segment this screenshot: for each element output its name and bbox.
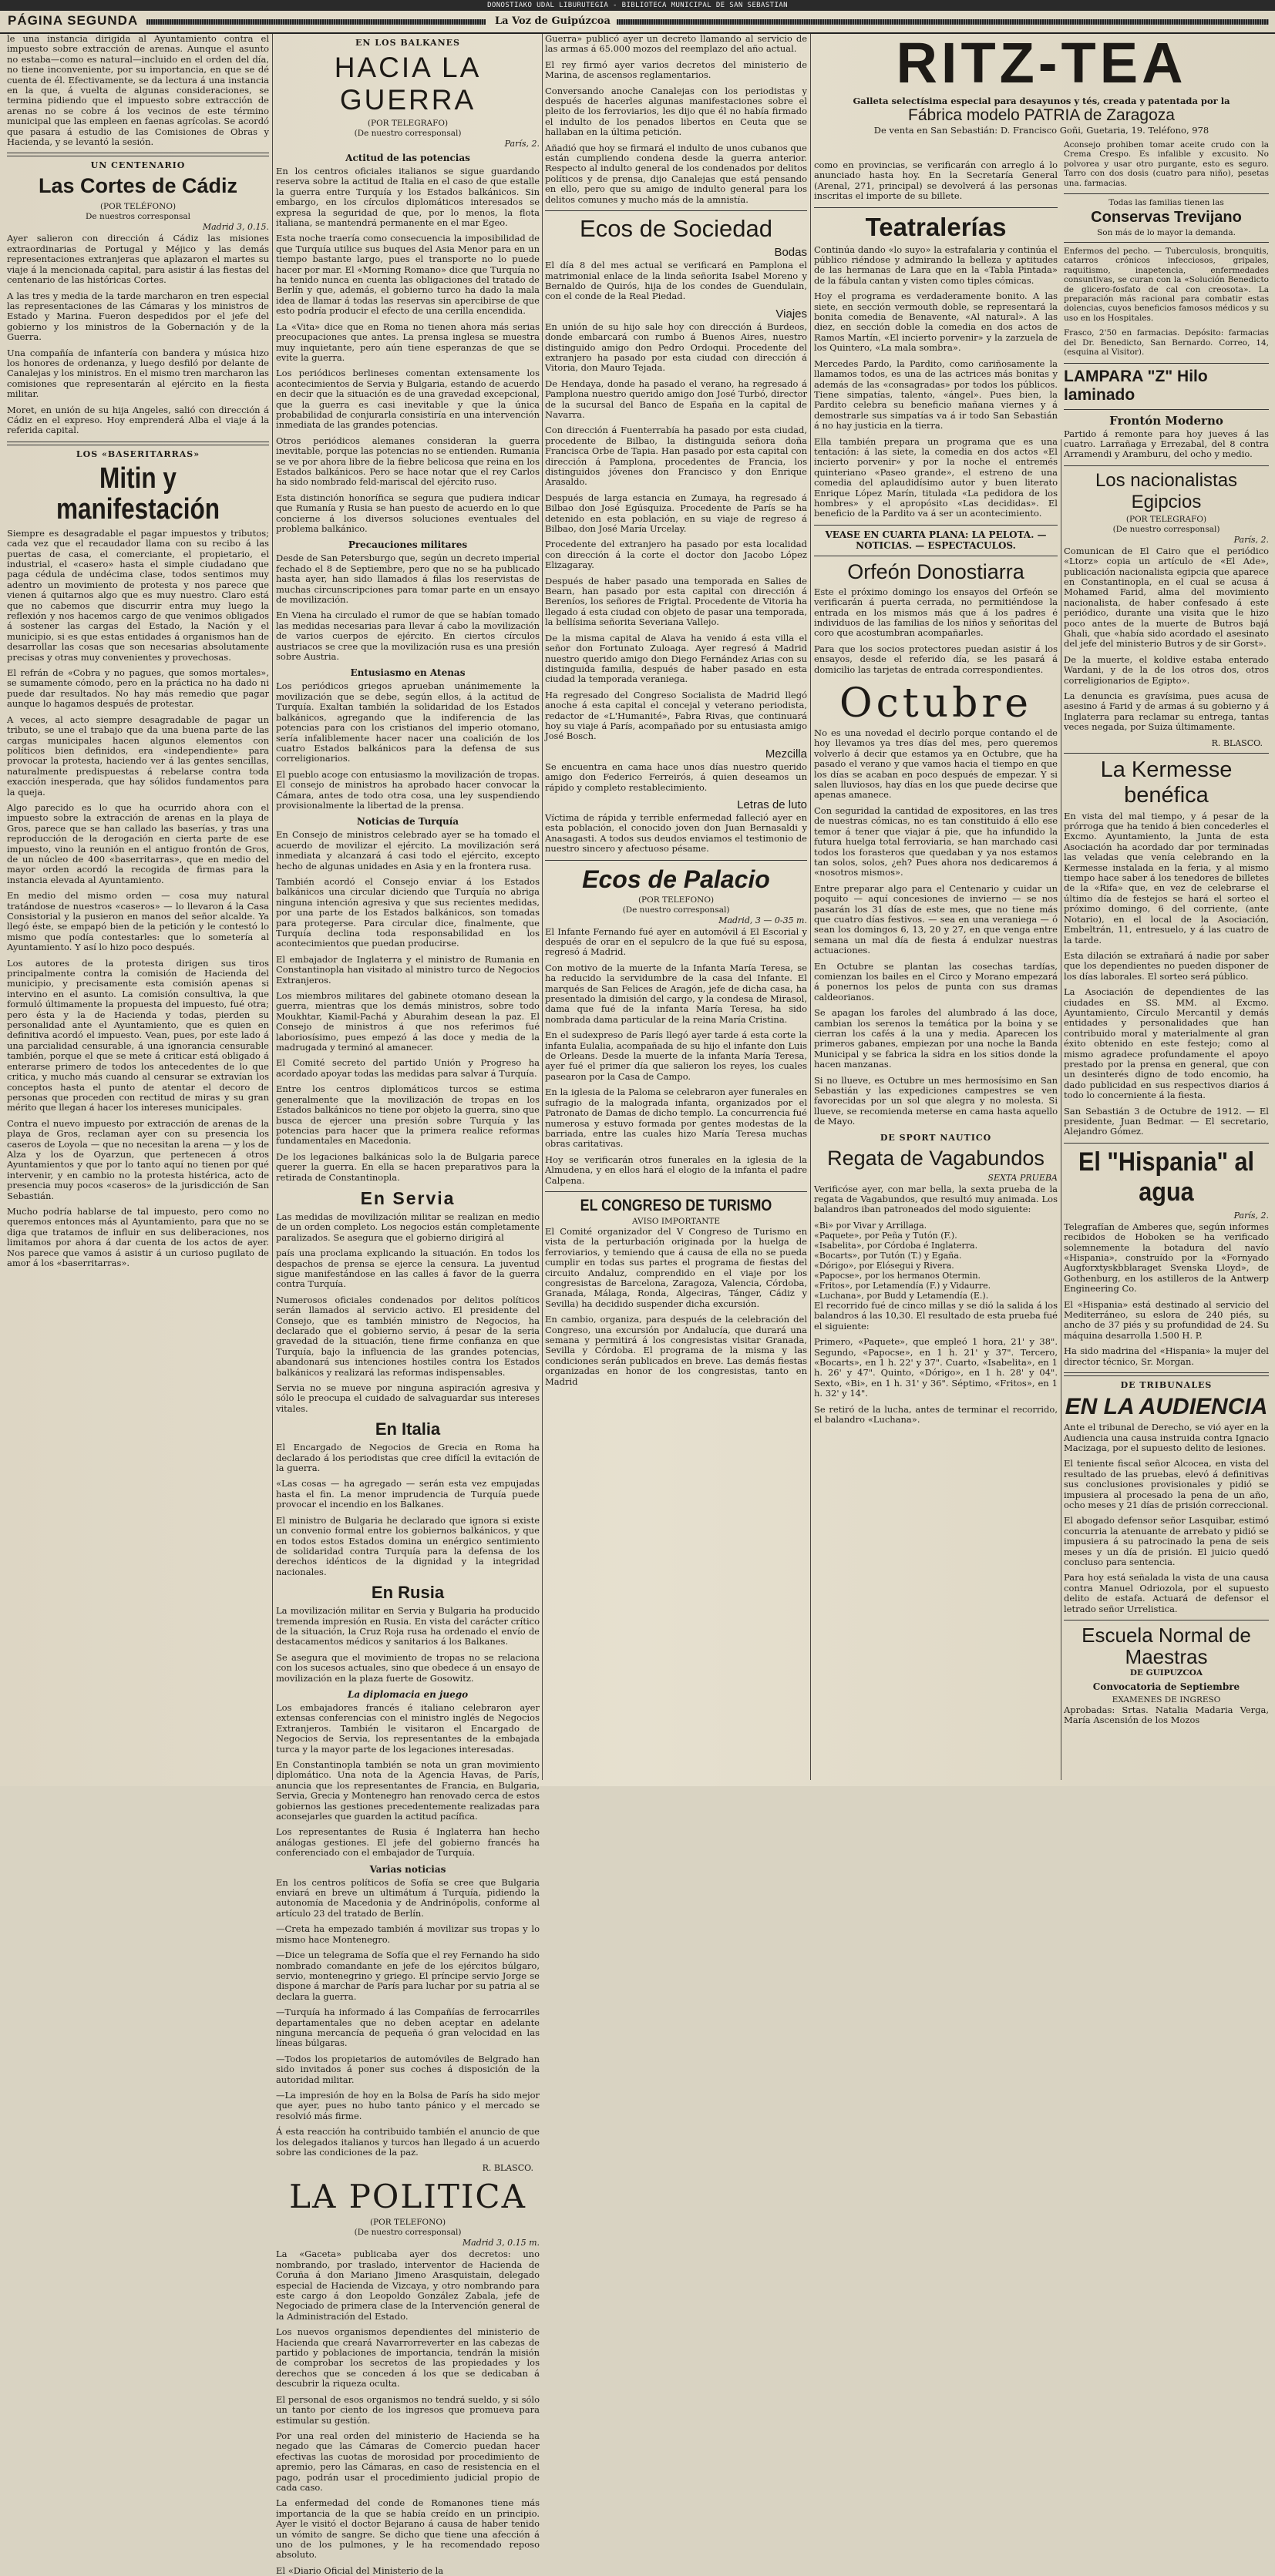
ad-text: Galleta selectísima especial para desayunos y tés, creada y patentada por la (853, 96, 1230, 106)
article-text: En Viena ha circulado el rumor de que se habían tomado las medidas necesarias para llevar á cabo la movilización de varios cuerpos de ejército. En ciertos círculos austriacos se cree que la movilización rusa es una presión sobre Austria. (276, 610, 540, 663)
article-text: Este el próximo domingo los ensayos del Orfeón se verificarán á puerta cerrada, no permitiéndose la entrada en los mismos más que á los padres é individuos de las familias de los niños y señoritas del coro que acostumbran acompañarles. (814, 586, 1058, 639)
column-5 (1064, 140, 1269, 1782)
article-text: El «Diario Oficial del Ministerio de la (276, 2564, 444, 2576)
article-text: como en provincias, se verificarán con arreglo á lo anunciado hasta hoy. En la Secretaría General (Arenal, 271, principal) se devolverá á las personas inscritas el importe de su billete. (814, 160, 1058, 202)
article-text: Esta dilación se extrañará á nadie por saber que los dependientes no pueden disponer de los días laborales. El sorteo será público. (1064, 949, 1269, 982)
dateline: Madrid 3, 0.15. (202, 222, 269, 233)
dateline: París, 2. (1233, 534, 1269, 545)
article-text: A las tres y media de la tarde marcharon en tren especial las representaciones de las Cámaras y los ministros de Estado y Marina. Fueron despedidos por el jefe del gobierno y los ministros de la Gobernación y de la Guerra. (7, 290, 269, 343)
signature: R. BLASCO. (482, 2163, 533, 2174)
headline-escuela-normal: Escuela Normal de Maestras (1082, 1624, 1251, 1668)
ad-text: Todas las familias tienen las (1108, 198, 1224, 208)
article-text: Esta noche traería como consecuencia la imposibilidad de que Turquía utilice sus buques del Asia Menor para en un tiempo bastante largo, pues el transporte no lo puede hacer por mar. El «Morning Romano» dice que Turquía no ha tenido nunca en cuenta las obligaciones del tratado de Berlín y que, además, el gobierno turco ha dado la mala idea de llamar á todas las reservas sin apercibirse de que esto podría producir el efecto de una cerilla encendida. (276, 233, 540, 317)
headline-guerra: HACIA LA GUERRA (334, 52, 482, 116)
article-text: De los legaciones balkánicas solo la de Bulgaria parece querer la guerra. En ella se hacen preparativos para la retirada de Constantinopla. (276, 1150, 540, 1183)
newspaper-name: La Voz de Guipúzcoa (495, 15, 611, 27)
dateline: París, 2. (504, 139, 540, 149)
headline-orfeon: Orfeón Donostiarra (847, 559, 1024, 583)
byline: (POR TELÉFONO) (99, 202, 177, 212)
article-text: El día 8 del mes actual se verificará en Pamplona el matrimonial enlace de la linda señorita Isabel Moreno y Bernaldo de Quirós, hija de los condes de Guendulain, con el conde de la Real Piedad. (545, 260, 807, 302)
article-text: Ha regresado del Congreso Socialista de Madrid llegó anoche á esta capital el concejal y veterano periodista, redactor de «L'Humanité», Fabra Rivas, que continuará hoy su viaje á París, acompañado por su entusiasta amigo José Bosch. (545, 689, 807, 742)
article-text: El abogado defensor señor Lasquibar, estimó concurria la atenuante de arrebato y pidió se impusiera á su patrocinado la pena de seis meses y un día de prisión. El juicio quedó concluso para sentencia. (1064, 1515, 1269, 1567)
article-text: Los periódicos griegos aprueban unánimemente la movilización que se debe, según ellos, á la actitud de Turquía. Exaltan también la solidaridad de los Estados balkánicos, agregando que la indiferencia de las potencias para con los cristianos del imperio otomano, sería infaliblemente hacer nacer una coalición de los cuatro Estados balkánicos para la defensa de sus correligionarios. (276, 680, 540, 764)
section-label: Viajes (775, 307, 807, 321)
article-text: Primero, «Paquete», que empleó 1 hora, 21' y 38". Segundo, «Papocse», en 1 h. 21' y 37". Tercero, «Bocarts», en 1 h. 22' y 37". Cuarto, «Isabelita», en 1 h. 26' y 47". Quinto, «Dórigo», en 1 h. 28' y 04". Sexto, «Bi», en 1 h. 31' y 36". Séptimo, «Fritos», en 1 h. 32' y 14". (814, 1336, 1058, 1399)
subheading: Varias noticias (369, 1863, 446, 1875)
byline: (De nuestro corresponsal) (622, 905, 730, 915)
article-text: La Asociación de dependientes de las ciudades en SS. MM. al Excmo. Ayuntamiento, Círculo Mercantil y demás entidades y personalidades que han contribuido moral y materialmente al gran éxito obtenido en este festejo; como al mismo agradece profundamente el apoyo prestado por la prensa en general, que con un desinterés digno de todo encomio, ha dado publicidad en sus respectivos diarios á todo lo concerniente á la fiesta. (1064, 986, 1269, 1101)
article-text: El teniente fiscal señor Alcocea, en vista del resultado de las pruebas, elevó á definitivas sus conclusiones provisionales y pidió se impusiera al procesado la pena de un año, ocho meses y 21 días de prisión correccional. (1064, 1458, 1269, 1510)
article-text: Esta distinción honorífica se segura que pudiera indicar que Rumanía y Rusia se han puesto de acuerdo en lo que concierne á los diversos soluciones eventuales del problema balkánico. (276, 492, 540, 534)
article-text: En medio del mismo orden — cosa muy natural tratándose de nuestros «caseros» — lo llevaron á la Casa Consistorial y la pusieron en manos del señor alcalde. Ya llegó éste, se empapó bien de la petición y le contestó lo mismo que podía contestarles: que lo sometería al Ayuntamiento. Y así lo hizo poco después. (7, 890, 269, 953)
article-text: El embajador de Inglaterra y el ministro de Rumania en Constantinopla han visitado al ministro turco de Negocios Extranjeros. (276, 953, 540, 986)
article-text: No es una novedad el decirlo porque contando el de hoy llevamos ya tres días del mes, pero queremos volverlo á decir que estamos ya en Octubre, que ha pasado el verano y que vamos hacia el tiempo en que los días se acaban en poco después de empezar. Y si salen lluviosos, hay días en los que puede decirse que apenas amanece. (814, 727, 1058, 801)
article-text: —Dice un telegrama de Sofía que el rey Fernando ha sido nombrado comandante en jefe de los ejércitos búlgaro, servio, montenegrino y griego. El príncipe servio Jorge se dispone á marchar de París para luchar por su patria al se declara la guerra. (276, 1950, 540, 2002)
article-text: —Todos los propietarios de automóviles de Belgrado han sido invitados á poner sus coches á disposición de la autoridad militar. (276, 2053, 540, 2085)
section-divider (545, 210, 807, 211)
section-label: Letras de luto (737, 798, 807, 811)
article-text: Con seguridad la cantidad de expositores, en las tres de nuestras cómicas, no es tan constituido á ello ese temor á tener que viajar á pie, que ha infundido la futura huelga total ferroviaria, se han marchado casi todos los forasteros que quedaban y ya nos estamos tan solos, solos, ¿eh? Pues ahora nos dedicaremos á «nosotros mismos». (814, 804, 1058, 878)
notice: VEASE EN CUARTA PLANA: LA PELOTA. — NOTICIAS. — ESPECTACULOS. (825, 529, 1047, 551)
headline-ecos-sociedad: Ecos de Sociedad (580, 215, 772, 243)
article-text: Por una real orden del ministerio de Hacienda se ha negado que las Cámaras de Comercio puedan hacer efectivas las cuotas de morosidad por procedimiento de apremio, pero las Cámaras, en caso de resistencia en el pago, podrán usar el procedimiento judicial propio de cada caso. (276, 2430, 540, 2493)
column-3 (545, 34, 807, 1782)
article-text: El pueblo acoge con entusiasmo la movilización de tropas. El consejo de ministros ha aprobado hacer convocar la Cámara, antes de todo otra cosa, una ley suspendiendo provisionalmente la libertad de la prensa. (276, 768, 540, 811)
article-text: Comunican de El Cairo que el periódico «Ltorz» copia un artículo de «El Ade», publicación nacionalista egipcia que aparece en Constantinopla, en el cual se acusa á Mohamed Farid, alma del movimiento nacionalista, de haber confesado á este periódico, durante una visita que le hizo poco antes de la muerte de Butros bajá Ghali, que «había sido acordado el asesinato del jefe del ministerio Butros y de sir Gorst». (1064, 545, 1269, 650)
subheading: SEXTA PRUEBA (987, 1172, 1058, 1183)
byline: (De nuestro corresponsal) (1112, 524, 1220, 534)
section-divider (814, 207, 1058, 208)
column-1 (7, 34, 269, 1782)
article-text: Después de haber pasado una temporada en Salies de Bearn, han pasado por esta capital con dirección á Bereníos, los señores de Frigtal. Procedente de Vitoria ha llegado á esta ciudad con objeto de pasar una temporada, la bellísima señorita Severiana Vallejo. (545, 575, 807, 628)
article-text: El personal de esos organismos no tendrá sueldo, y si sólo un tanto por ciento de los ingresos que promueva para estimular su gestión. (276, 2393, 540, 2426)
list-item: «Bocarts», por Tutón (T.) y Egaña. (814, 1250, 962, 1261)
article-text: «Las cosas — ha agregado — serán esta vez empujadas hasta el fin. La menor imprudencia de Turquía puede provocar el incendio en los Balkanes. (276, 1478, 540, 1510)
signature: R. BLASCO. (1211, 737, 1263, 748)
article-text: También acordó el Consejo enviar á los Estados balkánicos una circular diciendo que Turquía no abriga ninguna intención agresiva y que sus recientes medidas, por una parte de los Estados balkánicos, son tomadas para protegerse. Para circular dice, finalmente, que Turquía declina toda responsabilidad en los acontecimientos que puedan producirse. (276, 875, 540, 949)
section-divider (1064, 363, 1269, 364)
article-text: Los miembros militares del gabinete otomano desean la guerra, mientras que los demás ministros, sobre todo Moukhtar, Kiamil-Pachá y Aburahim desean la paz. El Consejo de ministros á que nos referimos fué laboriosísimo, pues empezó á las doce y media de la madrugada y terminó al amanecer. (276, 990, 540, 1053)
article-text: Para que los socios protectores puedan asistir á los ensayos, desde el referido día, se les pasará á domicilio las tarjetas de entrada correspondientes. (814, 643, 1058, 675)
article-text: La denuncia es gravísima, pues acusa de asesino á Farid y de armas á su gobierno y á Inglaterra para reclamar su entrega, tantas veces negada, por Suiza últimamente. (1064, 690, 1269, 733)
article-text: En los centros políticos de Sofía se cree que Bulgaria enviará en breve un ultimátum á Turquía, pidiendo la autonomía de Macedonia y de Andrinópolis, conforme al artículo 23 del tratado de Berlín. (276, 1876, 540, 1919)
list-item: «Dórigo», por Elósegui y Rivera. (814, 1260, 954, 1271)
ad-text: Son más de lo mayor la demanda. (1097, 228, 1236, 238)
article-text: Otros periódicos alemanes consideran la guerra inevitable, porque las potencias no se entienden. Rumania se ve por ahora libre de la fiebre belicosa que reina en los Estados balkánicos. Pero se hace notar que el rey Carlos ha sido nombrado feld-mariscal del ejército ruso. (276, 435, 540, 488)
subheading: Noticias de Turquía (356, 816, 459, 828)
header-rule-right (617, 19, 1269, 25)
section-divider (1064, 1372, 1269, 1376)
section-label: Bodas (774, 246, 807, 260)
article-text: Ante el tribunal de Derecho, se vió ayer en la Audiencia una causa instruida contra Ignacio Macizaga, por el supuesto delito de lesiones. (1064, 1422, 1269, 1453)
headline-rusia: En Rusia (371, 1583, 445, 1603)
article-text: —Turquía ha informado á las Compañías de ferrocarriles departamentales que no deben aceptar en adelante ninguna mercancía de pequeña ó gran velocidad en las líneas búlgaras. (276, 2007, 540, 2049)
subheading: Convocatoria de Septiembre (1092, 1681, 1240, 1692)
article-text: Se asegura que el movimiento de tropas no se relaciona con los sucesos actuales, sino que obedece á un ensayo de movilización en la plaza fuerte de Gosowitz. (276, 1651, 540, 1684)
section-divider (814, 525, 1058, 526)
byline: (De nuestro corresponsal) (354, 129, 462, 138)
headline-nacionalistas: Los nacionalistas Egipcios (1095, 469, 1238, 512)
article-text: Para hoy está señalada la vista de una causa contra Manuel Odriozola, por el supuesto delito de estafa. Actuará de defensor el letrado señor Urrelistica. (1064, 1572, 1269, 1614)
ad-text: Enfermos del pecho. — Tuberculosis, bronquitis, catarros crónicos infecciosos, gripales, raquitismo, inapetencia, enfermedades consuntivas, se curan con la «Solución Benedicto de glicero-fosfato de cal con creosota». La preparación más racional para combatir estas dolencias, cuyos beneficios famosos médicos y su uso en los Hospitales. (1064, 247, 1269, 323)
article-text: Algo parecido es lo que ha ocurrido ahora con el impuesto sobre la extracción de arenas en la playa de Gros, parece que se han callado las baserías, y tras una reproducción de la derogación en cierta parte de ese impuesto, vino la reunión en el antiguo frontón de Gros, de un núcleo de 400 «baserritarras», que en medio del mayor orden acordó la recogida de firmas para la instancia elevada al Ayuntamiento. (7, 801, 269, 885)
article-text: En vista del mal tiempo, y á pesar de la prórroga que ha tenido á bien concederles el Excmo. Ayuntamiento, la Junta de esta Asociación ha acordado dar por terminadas las veladas que venía celebrando en la Kermesse instalada en la feria, y al mismo tiempo hace saber á los tenedores de billetes de la «Rifa» que, en vez de celebrarse el último día de festejos se hará el sorteo el próximo domingo, 6 del corriente, (ante Notario), en el local de la Asociación, Embeltrán, 11, entresuelo, y á las cuatro de la tarde. (1064, 810, 1269, 945)
article-text: Mucho podría hablarse de tal impuesto, pero como no queremos entonces más al Ayuntamiento, para que no se diga que tratamos de influir en sus deliberaciones, nos limitamos por ahora á dar cuenta de los actos de ayer. Nos parece que vamos á asistir á un curioso pugilato de amor á los «baserritarras». (7, 1205, 269, 1268)
section-kicker: DE SPORT NAUTICO (880, 1132, 992, 1143)
article-text: En unión de su hijo sale hoy con dirección á Burdeos, donde embarcará con rumbo á Buenos Aires, nuestro distinguido amigo don Pedro Ordoqui. Procedente del extranjero ha pasado por esta ciudad con dirección á Vitoria, don Mauro Tejada. (545, 321, 807, 374)
article-text: Añadió que hoy se firmará el indulto de unos cubanos que están cumpliendo condena desde la guerra anterior. Respecto al indulto general de los condenados por delitos políticos y de prensa, dijo Canalejas que está pensando en ello, pero que su amigo de indulto general para los delitos comunes y mucho más de la amnistía. (545, 142, 807, 205)
article-text: Después de larga estancia en Zumaya, ha regresado á Bilbao don José Egúsquiza. Procedente de París se ha detenido en esta población, en su viaje de regreso á Bilbao, don José María Urcelay. (545, 492, 807, 535)
article-text: El Encargado de Negocios de Grecia en Roma ha declarado á los periodistas que cree difícil la evitación de la guerra. (276, 1442, 540, 1474)
section-kicker: LOS «BASERITARRAS» (76, 448, 200, 459)
article-text: Se retiró de la lucha, antes de terminar el recorrido, el balandro «Luchana». (814, 1403, 1058, 1425)
article-text: Mercedes Pardo, la Pardito, como cariñosamente la llamamos todos, es una de las actrices más bonitas y además de las «consagradas» por todos los públicos. Tiene simpatías, talento, «ángel». Pues bien, la Pardito celebra su beneficio mañana viernes y á demostrarle sus simpatías va á ir todo San Sebastián á no hay justicia en la tierra. (814, 358, 1058, 432)
subheading: Actitud de las potencias (345, 153, 470, 163)
section-kicker: EN LOS BALKANES (355, 38, 460, 48)
article-text: Telegrafían de Amberes que, según informes recibidos de Hoboken se ha verificado solemnemente la botadura del navío «Hispania», construído por la «Fornyado Augforxtyskbblaraget Svenska Lloyd», de Gothenburg, en los astilleros de la Antwerp Engineering Co. (1064, 1221, 1269, 1295)
section-kicker: DE TRIBUNALES (1120, 1380, 1213, 1391)
subheading: Precauciones militares (348, 539, 468, 551)
article-text: Los representantes de Rusia é Inglaterra han hecho análogas gestiones. El jefe del gobierno francés ha conferenciado con el embajador de Turquía. (276, 1826, 540, 1859)
section-label: Mezcilla (765, 747, 807, 761)
byline: (De nuestro corresponsal) (354, 2228, 462, 2238)
article-text: De la muerte, el koldive estaba enterado Wardani, y de la de los otros dos, otros correligionarios de Egipto». (1064, 653, 1269, 686)
subheading: EXAMENES DE INGRESO (1112, 1695, 1221, 1704)
headline-kermesse: La Kermesse benéfica (1100, 757, 1233, 808)
section-kicker: UN CENTENARIO (90, 160, 186, 171)
headline-congreso-turismo: EL CONGRESO DE TURISMO (580, 1196, 772, 1214)
article-text: Guerra» publicó ayer un decreto llamando al servicio de las armas á 65.000 mozos del reemplazo del año actual. (545, 33, 807, 55)
article-text: El Comité organizador del V Congreso de Turismo en vista de la perturbación originada por la huelga de ferroviarios, y temiendo que á causa de ella no se pueda cumplir en todas sus partes el programa de fiestas del circuito Andaluz, comprendido en el viaje por los congresistas de Barcelona, Zaragoza, Valencia, Córdoba, Granada, Málaga, Ronda, Algeciras, Tánger, Cádiz y Sevilla) ha decidido suspender dicha excursión. (545, 1225, 807, 1309)
article-text: Con dirección á Fuenterrabía ha pasado por esta ciudad, procedente de Bilbao, la distinguida señora doña Francisca Orbe de Tapia. Han pasado por esta capital con dirección á Pamplona, procedentes de Francia, los distinguidos jóvenes don Francisco y don Enrique Arasaldo. (545, 425, 807, 488)
article-text: —Creta ha empezado también á movilizar sus tropas y lo mismo hace Montenegro. (276, 1923, 540, 1945)
article-text: El refrán de «Cobra y no pagues, que somos mortales», se sumamente cómodo, pero en la práctica no ha dado ni puede dar resultados. No hay más remedio que pagar aunque lo hagamos después de protestar. (7, 667, 269, 710)
article-text: La «Gaceta» publicaba ayer dos decretos: uno nombrando, por traslado, interventor de Hacienda de Coruña á don Mariano Jimeno Arasquistain, delegado especial de Hacienda de Vizcaya, y otro nombrando para este cargo á don Leopoldo González Zabala, jefe de Negociado de primera clase de la Intervención general de la Administración del Estado. (276, 2249, 540, 2322)
section-divider (1064, 242, 1269, 243)
byline: (POR TELEGRAFO) (367, 119, 449, 128)
byline: (POR TELEGRAFO) (1125, 514, 1207, 524)
list-item: «Isabelita», por Córdoba é Inglaterra. (814, 1240, 978, 1251)
article-text: El Infante Fernando fué ayer en automóvil á El Escorial y después de orar en el sepulcro de la que fué su esposa, regresó á Madrid. (545, 925, 807, 958)
ad-text: De venta en San Sebastián: D. Francisco Goñi, Guetaria, 19. Teléfono, 978 (873, 125, 1209, 136)
article-text: le una instancia dirigida al Ayuntamiento contra el impuesto sobre extracción de arenas. Aunque el asunto no estaba—como es natural—incluido en el orden del día, no tiene inconveniente, por su importancia, en que se dé cuenta de él. Efectivamente, se da lectura á una instancia en la que, á vuelta de algunas consideraciones, se termina pidiendo que el impuesto sobre extracción de arenas no se cobre á los vecinos de este término municipal que las empleen en faenas agrícolas. Se acordó que pasara á estudio de las Comisiones de Obras y Hacienda, y se levantó la sesión. (7, 33, 269, 148)
section-divider (1064, 465, 1269, 466)
article-text: En Octubre se plantan las cosechas tardías, comienzan los bailes en el Circo y Morano empezará á ponernos los pelos de punta con sus dramas caldeorianos. (814, 960, 1058, 1003)
article-text: Las medidas de movilización militar se realizan en medio de un orden completo. Los negocios están completamente paralizados. Se asegura que el gobierno dirigirá al (276, 1211, 540, 1243)
article-text: Los periódicos berlineses comentan extensamente los acontecimientos de Servia y Bulgaria, estando de acuerdo en decir que la situación es de una gravedad excepcional, que la guerra es casi inevitable y que la única probabilidad de conjurarla consistiría en una intervención inmediata de las grandes potencias. (276, 368, 540, 431)
article-text: Víctima de rápida y terrible enfermedad falleció ayer en esta población, el conocido joven don Juan Bernasaldi y Anasagasti. A todos sus deudos enviamos el testimonio de nuestro sincero y afectuoso pésame. (545, 811, 807, 855)
headline-politica: LA POLITICA (289, 2178, 526, 2216)
article-text: La «Vita» dice que en Roma no tienen ahora más serias preocupaciones que antes. La prensa inglesa se muestra muy inquietante, pero aún tiene esperanzas de que se evite la guerra. (276, 321, 540, 363)
section-divider (7, 153, 269, 156)
article-text: Desde de San Petersburgo que, según un decreto imperial fechado el 8 de Septiembre, pero que no se ha publicado hasta ayer, han sido llamados á filas los reservistas de muchas circunscripciones para tomar parte en un ensayo de movilización. (276, 552, 540, 606)
dateline: París, 2. (1233, 1210, 1269, 1221)
archive-banner: DONOSTIAKO UDAL LIBURUTEGIA - BIBLIOTECA MUNICIPAL DE SAN SEBASTIAN (0, 0, 1275, 11)
ad-lampara: LAMPARA "Z" Hilo laminado (1064, 367, 1208, 404)
list-item: «Papocse», por los hermanos Otermin. (814, 1270, 981, 1281)
article-text: Con motivo de la muerte de la Infanta María Teresa, se ha reducido la servidumbre de la casa del Infante. El marqués de San Felices de Aragón, jefe de dicha casa, ha presentado la dimisión del cargo, y la condesa de Mirasol, dama que fué de la infanta María Teresa, ha sido nombrada dama particular de la reina María Cristina. (545, 962, 807, 1025)
list-item: «Fritos», por Letamendía (F.) y Vidaurre. (814, 1280, 991, 1291)
subheading: La diplomacia en juego (347, 1688, 469, 1700)
column-4 (814, 160, 1058, 1782)
ritz-logo: RITZ-TEA (896, 31, 1187, 95)
article-text: En la iglesia de la Paloma se celebraron ayer funerales en sufragio de la malograda infanta, organizados por el Patronato de Damas de dicho templo. La concurrencia fué numerosa y estuvo formada por gentes modestas de la barriada, entre las cuales hizo María Teresa muchas obras caritativas. (545, 1086, 807, 1150)
headline-fronton: Frontón Moderno (1109, 413, 1223, 428)
subheading: AVISO IMPORTANTE (631, 1216, 721, 1226)
article-text: El «Hispania» está destinado al servicio del Mediterráneo, su eslora de 240 piés, su ancho de 37 piés y su profundidad de 24. Su máquina desarrolla 1.500 H. P. (1064, 1298, 1269, 1341)
article-text: El recorrido fué de cinco millas y se dió la salida á los balandros á las 10,30. El resultado de esta prueba fué el siguiente: (814, 1299, 1058, 1332)
headline-servia: En Servia (360, 1187, 456, 1208)
article-text: Moret, en unión de su hija Angeles, salió con dirección á Cádiz en el expreso. Hoy emprenderá Alba el viaje á la referida capital. (7, 404, 269, 436)
article-text: Servia no se mueve por ninguna aspiración agresiva y sólo le preocupa el cuidado de salvaguardar sus intereses vitales. (276, 1382, 540, 1414)
ad-text: Frasco, 2'50 en farmacias. Depósito: farmacias del Dr. Benedicto, San Bernardo. Correo, 14, (esquina al Visitor). (1064, 328, 1269, 358)
article-text: Ayer salieron con dirección á Cádiz las misiones extraordinarias de Portugal y Méjico y las demás representaciones extranjeras que aplazaron el martes su viaje á la mencionada capital, para asistir á las fiestas del centenario de las históricas Cortes. (7, 233, 269, 286)
article-text: Se encuentra en cama hace unos días nuestro querido amigo don Federico Ferreirós, á quien deseamos un rápido y completo restablecimiento. (545, 761, 807, 793)
list-item: «Luchana», por Budd y Letamendía (E.). (814, 1290, 989, 1301)
headline-mitin: Mitin y manifestación (56, 462, 220, 526)
section-divider (545, 860, 807, 861)
article-text: San Sebastián 3 de Octubre de 1912. — El presidente, Juan Bedmar. — El secretario, Alejandro Gómez. (1064, 1105, 1269, 1137)
byline: (POR TELEFONO) (369, 2218, 446, 2228)
article-text: El Comité secreto del partido Unión y Progreso ha acordado apoyar todas las medidas para salvar á Turquía. (276, 1057, 540, 1079)
page-number: PÁGINA SEGUNDA (8, 13, 139, 28)
article-text: Una compañía de infantería con bandera y música hizo los honores de ordenanza, y luego desfiló por delante de Canalejas y los ministros. En el mismo tren marcharon las comisiones que representarán al ejército en la fiesta militar. (7, 347, 269, 400)
article-text: Aprobadas: Srtas. Natalia Madaria Verga, María Ascensión de los Mozos (1064, 1704, 1269, 1726)
article-text: En Constantinopla también se nota un gran movimiento diplomático. Una nota de la Agencia Havas, de París, anuncia que los representantes de Francia, en Bulgaria, Servia, Grecia y Montenegro han renovado cerca de estos gobiernos las gestiones precedentemente realizadas para aconsejarles que guarden la actitud pacífica. (276, 1759, 540, 1822)
headline-regata: Regata de Vagabundos (827, 1146, 1045, 1170)
article-text: Siempre es desagradable el pagar impuestos y tributos; cada vez que el recaudador llama con su recibo á las puertas de casa, el comerciante, el propietario, el industrial, el «casero» hasta el simple ciudadano que paga cédula de undécima clase, todos sentimos muy adentro un movimiento de protesta y nos parece que vienen á quitarnos algo que es muy nuestro. Claro está que no cabemos que discurrir entra muy luego la reflexión y nos hacemos cargo de que venimos obligados á sostener las cargas del Estado, la Nación y el municipio, si es que estas entidades á organismos han de desarrollar las cosas que son necesarias absolutamente precisas y otras muy convenientes y provechosas. (7, 527, 269, 663)
article-text: Numerosos oficiales condenados por delitos políticos serán llamados al servicio activo. El presidente del Consejo, que es también ministro de Negocios, ha declarado que el gobierno servio, á pesar de la seria gravedad de la situación, tiene firme confianza en que Turquía, bajo la influencia de las grandes potencias, abandonará sus intenciones hostiles contra los Estados balkánicos y realizará las reformas indispensables. (276, 1294, 540, 1378)
article-text: Entre preparar algo para el Centenario y cuidar un poquito — aquí concesiones de invierno — se nos pasarán los 31 días de este mes, que no tiene más que cuatro días festivos. — sea en una veraniega — ó sean los domingos 6, 13, 20 y 27, en que venga entre semana un mal día de fiesta á endulzar nuestras actuaciones. (814, 882, 1058, 956)
article-text: El rey firmó ayer varios decretos del ministerio de Marina, de ascensos reglamentarios. (545, 59, 807, 81)
regata-list (814, 1221, 1058, 1301)
article-text: Ella también prepara un programa que es una tentación: á las siete, la comedia en dos actos «El incierto porvenir» y por la noche el entremés quinteriano «Paseo grande», el estreno de una comedia del aplaudidísimo autor y buen literato Enrique López Marín, titulada «La pedidora de los hombres» y el apropósito «Las decididas». El beneficio de la Pardito va á ser un acontecimiento. (814, 435, 1058, 519)
article-text: Continúa dando «lo suyo» la estrafalaria y continúa el público riéndose y admirando la belleza y aptitudes de las hermanas de Lara que en la «Tabla Pintada» de la fábula cantan y visten como tiples cómicas. (814, 243, 1058, 286)
subheading: DE GUIPUZCOA (1129, 1668, 1203, 1678)
header-rule-left (146, 19, 486, 25)
ad-text: Fábrica modelo PATRIA de Zaragoza (908, 106, 1175, 124)
article-text: El ministro de Bulgaria he declarado que ignora si existe un convenio formal entre los gobiernos balkánicos, y que en todos estos Estados domina un enérgico sentimiento de solidaridad contra Turquía para la defensa de los derechos idénticos de la dignidad y la integridad nacionales. (276, 1514, 540, 1577)
article-text: —La impresión de hoy en la Bolsa de París ha sido mejor que ayer, pues no hubo tanto pánico y el mercado se resolvió más firme. (276, 2089, 540, 2121)
headline-teatralerias: Teatralerías (865, 212, 1007, 241)
section-divider (7, 442, 269, 445)
article-text: Procedente del extranjero ha pasado por esta localidad con dirección á la corte el doctor don Jacobo López Elizagaray. (545, 539, 807, 571)
article-text: Partido á remonte para hoy jueves á las cuatro. Larrañaga y Errezabal, del 8 contra Arramendi y Aramburu, del ocho y medio. (1064, 428, 1269, 460)
ad-text: Aconsejo prohiben tomar aceite crudo con la Crema Crespo. Es infalible y excusito. No polvorea y usar otro purgante, esto es seguro. Tarro con dos dosis (cuatro para niño), pesetas una. farmacias. (1064, 140, 1269, 188)
section-divider (1064, 1143, 1269, 1144)
headline-italia: En Italia (375, 1419, 441, 1439)
article-text: En cambio, organiza, para después de la celebración del Congreso, una excursión por Andalucía, que durará una semana y permitirá á los congresistas visitar Granada, Sevilla y Córdoba. El programa de la misma y las condiciones serán publicados en breve. Las demás fiestas organizadas en honor de los congresistas, tanto en Madrid (545, 1314, 807, 1387)
article-text: En los centros oficiales italianos se sigue guardando reserva sobre la actitud de Italia en el caso de que estalle la guerra entre Turquía y los Estados balkánicos. Sin embargo, en los círculos diplomáticos interesados se expresa la seguridad de que, por lo menos, la flota italiana, se mantendrá permanente en el mar Egeo. (276, 166, 540, 229)
article-text: En el sudexpreso de París llegó ayer tarde á esta corte la infanta Eulalia, acompañada de su hijo el infante don Luis de Orleans. Desde la muerte de la infanta María Teresa, ayer fué el primer día que salieron los reyes, los cuales pasearon por la Casa de Campo. (545, 1029, 807, 1082)
headline-audiencia: EN LA AUDIENCIA (1065, 1394, 1268, 1420)
headline-cortes: Las Cortes de Cádiz (38, 174, 238, 198)
dateline: Madrid, 3 — 0-35 m. (718, 915, 807, 925)
column-2 (276, 34, 540, 2576)
headline-hispania: El "Hispania" al agua (1078, 1147, 1254, 1207)
section-divider (545, 1191, 807, 1192)
section-divider (1064, 193, 1269, 194)
byline: De nuestros corresponsal (85, 212, 191, 222)
article-text: En Consejo de ministros celebrado ayer se ha tomado el acuerdo de movilizar el ejército. La movilización será inmediata y alcanzará á casi todo el ejército, excepto hecho de algunas unidades en Asia y en la frontera rusa. (276, 829, 540, 872)
section-divider (1064, 409, 1269, 410)
article-text: Á esta reacción ha contribuido también el anuncio de que los delegados italianos y turcos han llegado á un acuerdo sobre las condiciones de la paz. (276, 2126, 540, 2158)
column-divider (542, 34, 543, 1780)
ad-conservas: Conservas Trevijano (1091, 209, 1242, 227)
article-text: Los embajadores francés é italiano celebraron ayer extensas conferencias con el ministro inglés de Negocios Extranjeros. También le visitaron el Encargado de Negocios de Servia, los representantes de la embajada turca y la mayor parte de los legaciones interesadas. (276, 1701, 540, 1755)
list-item: «Paquete», por Peña y Tutón (F.). (814, 1230, 957, 1241)
article-text: Verificóse ayer, con mar bella, la sexta prueba de la regata de Vagabundos, que resultó muy animada. Los balandros iban patroneados del modo siguiente: (814, 1183, 1058, 1215)
headline-octubre: Octubre (839, 680, 1033, 727)
column-divider (272, 34, 273, 1780)
byline: (POR TELEFONO) (638, 895, 715, 905)
section-divider (1064, 753, 1269, 754)
article-text: La movilización militar en Servia y Bulgaria ha producido tremenda impresión en Rusia. En vista del carácter crítico de la situación, la Cruz Roja rusa ha ordenado el envío de destacamentos médicos y sanitarios á los Balkanes. (276, 1605, 540, 1647)
ritz-ad (814, 31, 1269, 136)
article-text: Contra el nuevo impuesto por extracción de arenas de la playa de Gros, reclaman ayer con su presencia los caseros de Loyola — que no necesitan la arena — y los de Alza y los de Oyarzun, que pertenecen á otros Ayuntamientos y que por lo tanto aquí no tienen por qué intervenir, y en cambio no la protesta histérica, acto de presencia muy pocos «caseros» de la jurisdicción de San Sebastián. (7, 1117, 269, 1201)
list-item: «Bi» por Vivar y Arrillaga. (814, 1220, 927, 1231)
article-text: De Hendaya, donde ha pasado el verano, ha regresado á Pamplona nuestro querido amigo don José Turbó, director de la sucursal del Banco de España en la capital de Navarra. (545, 378, 807, 420)
article-text: Entre los centros diplomáticos turcos se estima generalmente que la movilización de tropas en los Estados balkánicos no tiene por objeto la guerra, sino que busca de ejercer una presión sobre Turquía y las potencias para hacer que la primera realice reformas fundamentales en Macedonia. (276, 1083, 540, 1147)
article-text: A veces, al acto siempre desagradable de pagar un tributo, se une el trabajo que da una buena parte de las cargas municipales hacen algunos elementos con políticos bien definidos, era «independiente» para provocar la protesta, haciendo ver á las gentes sencillas, naturalmente predispuestas á rebelarse contra toda exacción inesperada, que hay sólidos fundamentos para la queja. (7, 714, 269, 798)
article-text: La enfermedad del conde de Romanones tiene más importancia de la que se había creído en un principio. Ayer le visitó el doctor Bejarano á causa de haber tenido un vómito de sangre. Se dicho que tiene una afección á uno de los pulmones, y le ha recomendado reposo absoluto. (276, 2497, 540, 2561)
article-text: Los nuevos organismos dependientes del ministerio de Hacienda que creará Navarrorreverter en las cabezas de partido y poblaciones de importancia, tendrán la misión de comprobar los secretos de las propiedades y los derechos que se conceden á los que se dedicaban á descubrir la riqueza oculta. (276, 2326, 540, 2390)
subheading: Entusiasmo en Atenas (350, 667, 466, 679)
article-text: país una proclama explicando la situación. En todos los despachos de prensa se ejerce la censura. La juventud sigue manifestándose en las calles á favor de la guerra contra Turquía. (276, 1248, 540, 1290)
dateline: Madrid 3, 0.15 m. (462, 2238, 540, 2249)
article-text: Los autores de la protesta dirigen sus tiros principalmente contra la comisión de Hacienda del municipio, y precisamente esta comisión apenas si intervino en el asunto. La comisión consultiva, la que formuló últimamente la propuesta del impuesto, fué otra; pero ésta y la de Hacienda y todas, pierden su personalidad ante el Ayuntamiento, que es quien en definitiva acordó el impuesto. Vean, pues, por este lado á una parcialidad censurable, á una ignorancia censurable también, porque el que se mete á criticar está obligado á enterarse primero de todos los antecedentes de lo que critica, y mucho más cuando al censurar se extravían los conceptos hasta el punto de atentar el decoro de personas que proceden con rectitud de miras y su gran mérito que llegan á hacer los intereses municipales. (7, 957, 269, 1113)
article-text: Ha sido madrina del «Hispania» la mujer del director técnico, Sr. Morgan. (1064, 1345, 1269, 1367)
headline-ecos-palacio: Ecos de Palacio (582, 865, 770, 893)
column-divider (810, 34, 811, 1780)
article-text: De la misma capital de Alava ha venido á esta villa el señor don Fortunato Zuloaga. Ayer regresó á Madrid nuestro querido amigo don Diego Fernández Arias con su distinguida familia, después de haber pasado en esta ciudad la temporada veraniega. (545, 632, 807, 685)
article-text: Si no llueve, es Octubre un mes hermosísimo en San Sebastián y las expediciones campestres se ven favorecidas por un sol que alegra y no molesta. Si llueve, se recomienda meterse en cama hasta aquello de Mayo. (814, 1074, 1058, 1127)
article-text: Conversando anoche Canalejas con los periodistas y después de hacerles algunas manifestaciones sobre el pleito de los ferroviarios, les dijo que él no había firmado el indulto de los penados libertos en Ceuta que se hallaban en la última petición. (545, 85, 807, 138)
article-text: Hoy el programa es verdaderamente bonito. A las siete, en sección vermouth doble, se representará la bonita comedia de Benavente, «Al natural». A las diez, en sección doble la comedia en dos actos de Ramos Martín, «El incierto porvenir» y la zarzuela de los Quintero, «La mala sombra». (814, 291, 1058, 354)
article-text: Hoy se verificarán otros funerales en la iglesia de la Almudena, y en ellos hará el elogio de la infanta el padre Calpena. (545, 1154, 807, 1186)
article-text: Se apagan los faroles del alumbrado á las doce, cambian los serenos la temática por la boina y se cierran los cafés á la una y media. Aparecen los primeros gabanes, empiezan por una noche la Banda Municipal y se fabrica la sidra en los sitios donde la hacen manzanas. (814, 1007, 1058, 1070)
